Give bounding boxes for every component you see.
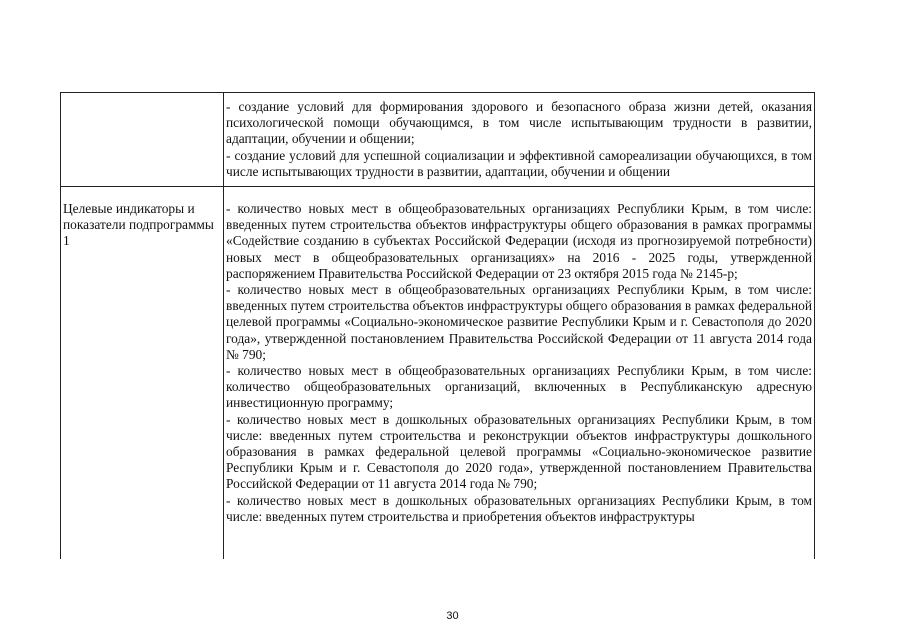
passport-table [60,92,815,559]
content-paragraph: - количество новых мест в общеобразовательных организациях Республики Крым, в том числе: количество общеобразовательных организаций, включенных в Республиканскую адресную инвестиционную программу; [226,363,812,411]
row-content-cell [224,93,815,187]
content-paragraph: - количество новых мест в общеобразовательных организациях Республики Крым, в том числе: введенных путем строительства объектов инфраструктуры общего образования в рамках программы «Содействие созданию в субъектах Российской Федерации (исходя из прогнозируемой потребности) новых мест в общеобразовательных организациях» на 2016 - 2025 годы, утвержденной распоряжением Правительства Российской Федерации от 23 октября 2015 года № 2145-р; [226,201,812,281]
row-label [61,93,223,107]
page-number: 30 [446,610,459,622]
row-label-cell [61,187,224,560]
content-paragraph: - количество новых мест в дошкольных образовательных организациях Республики Крым, в том числе: введенных путем строительства и приобретения объектов инфраструктуры [226,492,812,524]
row-label-cell [61,93,224,187]
table-row [61,93,815,187]
content-paragraph: - количество новых мест в дошкольных образовательных организациях Республики Крым, в том числе: введенных путем строительства и реконструкции объектов инфраструктуры дошкольного образования в рамках федеральной целевой программы «Социально-экономическое развитие Республики Крым и г. Севастополя до 2020 года», утвержденной постановлением Правительства Российской Федерации от 11 августа 2014 года № 790; [226,411,812,492]
row-content-cell [224,187,815,560]
content-paragraph: - создание условий для успешной социализации и эффективной самореализации обучающихся, в том числе испытывающих трудности в развитии, адаптации, обучении и общении [226,147,812,179]
content-paragraph: - количество новых мест в общеобразовательных организациях Республики Крым, в том числе: введенных путем строительства объектов инфраструктуры общего образования в рамках федеральной целевой программы «Социально-экономическое развитие Республики Крым и г. Севастополя до 2020 года», утвержденной постановлением Правительства Российской Федерации от 11 августа 2014 года № 790; [226,282,812,362]
table-row [61,187,815,560]
row-label: Целевые индикаторы и показатели подпрограммы 1 [63,201,214,249]
content-paragraph: - создание условий для формирования здорового и безопасного образа жизни детей, оказания психологической помощи обучающимся, в том числе испытывающим трудности в развитии, адаптации, обучении и общении; [226,99,812,147]
